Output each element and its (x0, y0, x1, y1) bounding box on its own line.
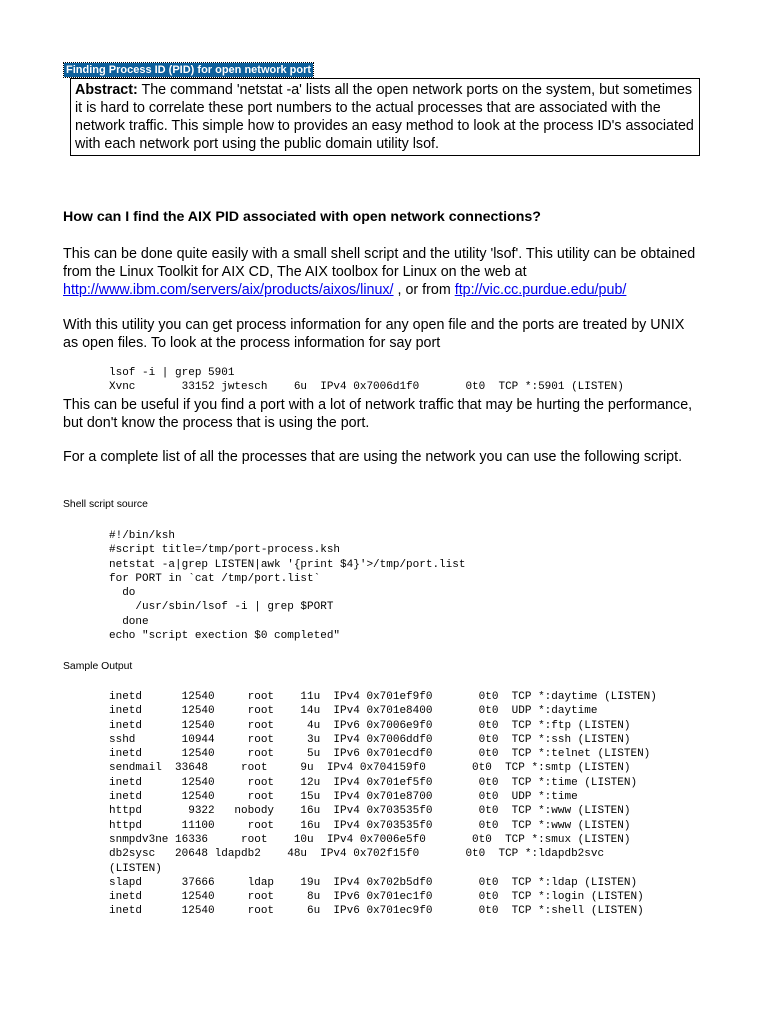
lsof-example-code: lsof -i | grep 5901 Xvnc 33152 jwtesch 6u IPv4 0x7006d1f0 0t0 TCP *:5901 (LISTEN) (109, 367, 624, 394)
abstract-box (70, 78, 700, 156)
shell-script-label: Shell script source (63, 499, 148, 510)
shell-script-code: #!/bin/ksh #script title=/tmp/port-process.ksh netstat -a|grep LISTEN|awk '{print $4}'>/tmp/port.list for PORT in `cat /tmp/port.list` do /usr/sbin/lsof -i | grep $PORT done echo "script exection $0 completed" (109, 530, 466, 643)
intro-mid-text: , or from (393, 282, 455, 298)
usefulness-paragraph: This can be useful if you find a port with a lot of network traffic that may be hurting the performance, but don't know the process that is using the port. (63, 397, 693, 431)
sample-output-code: inetd 12540 root 11u IPv4 0x701ef9f0 0t0 TCP *:daytime (LISTEN) inetd 12540 root 14u IPv4 0x701e8400 0t0 UDP *:daytime inetd 12540 root 4u IPv6 0x7006e9f0 0t0 TCP *:ftp (LISTEN) sshd 10944 root 3u IPv4 0x7006ddf0 0t0 TCP *:ssh (LISTEN) inetd 12540 root 5u IPv6 0x701ecdf0 0t0 TCP *:telnet (LISTEN) sendmail 33648 root 9u IPv4 0x704159f0 0t0 TCP *:smtp (LISTEN) inetd 12540 root 12u IPv4 0x701ef5f0 0t0 TCP *:time (LISTEN) inetd 12540 root 15u IPv4 0x701e8700 0t0 UDP *:time httpd 9322 nobody 16u IPv4 0x703535f0 0t0 TCP *:www (LISTEN) httpd 11100 root 16u IPv4 0x703535f0 0t0 TCP *:www (LISTEN) snmpdv3ne 16336 root 10u IPv4 0x7006e5f0 0t0 TCP *:smux (LISTEN) db2sysc 20648 ldapdb2 48u IPv4 0x702f15f0 0t0 TCP *:ldapdb2svc (LISTEN) slapd 37666 ldap 19u IPv4 0x702b5df0 0t0 TCP *:ldap (LISTEN) inetd 12540 root 8u IPv6 0x701ec1f0 0t0 TCP *:login (LISTEN) inetd 12540 root 6u IPv6 0x701ec9f0 0t0 TCP *:shell (LISTEN) (109, 691, 657, 918)
abstract-text: The command 'netstat -a' lists all the open network ports on the system, but sometimes it is hard to correlate these port numbers to the actual processes that are associated with the network traffic. This simple how to provides an easy method to look at the process ID's associated with each network port using the public domain utility lsof. (75, 82, 694, 152)
purdue-ftp-link[interactable]: ftp://vic.cc.purdue.edu/pub/ (454, 282, 627, 298)
script-intro-paragraph: For a complete list of all the processes that are using the network you can use the following script. (63, 449, 683, 465)
document-title: Finding Process ID (PID) for open network port (66, 64, 312, 76)
abstract-label: Abstract: (75, 82, 138, 98)
lsof-paragraph: With this utility you can get process information for any open file and the ports are treated by UNIX as open files. To look at the process information for say port (63, 317, 685, 351)
question-heading: How can I find the AIX PID associated with open network connections? (63, 209, 541, 225)
intro-paragraph (63, 245, 703, 299)
ibm-link[interactable]: http://www.ibm.com/servers/aix/products/aixos/linux/ (63, 282, 394, 298)
sample-output-label: Sample Output (63, 661, 133, 672)
intro-text: This can be done quite easily with a small shell script and the utility 'lsof'. This utility can be obtained from the Linux Toolkit for AIX CD, The AIX toolbox for Linux on the web at (63, 246, 696, 280)
